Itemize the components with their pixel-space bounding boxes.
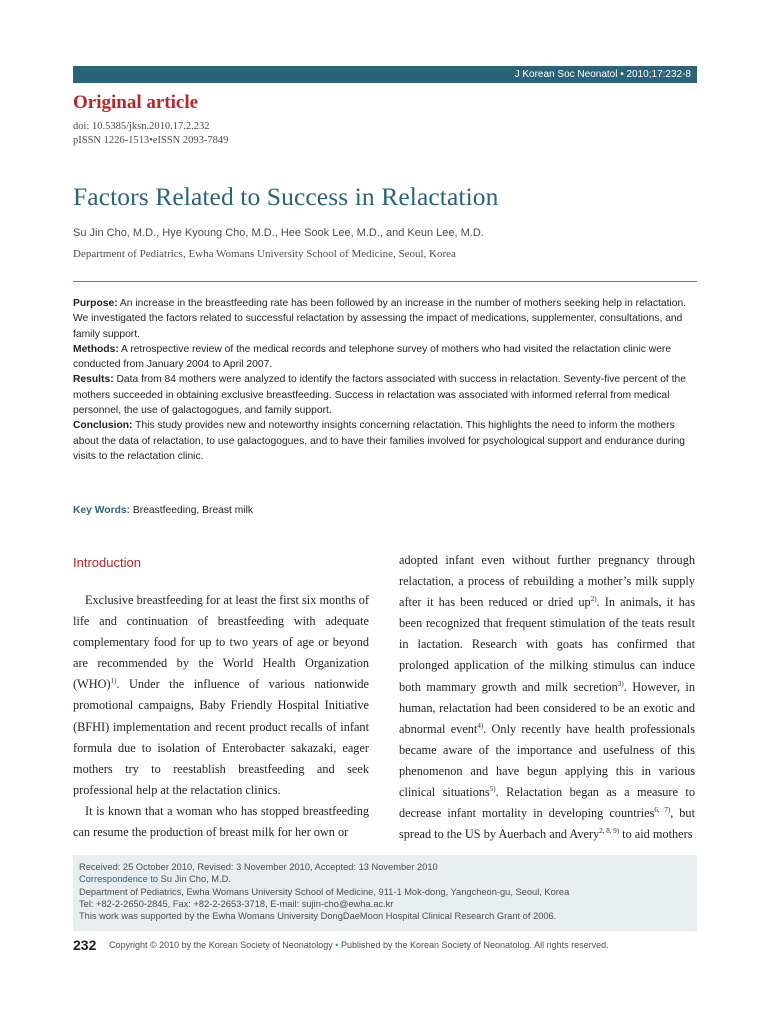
intro-text: . In animals, it has been recognized that frequent stimulation of the teats result in lactation. Research with goats has confirmed that prolonged application of the milking stimulus can induce both mammary growth and milk secretion: [399, 595, 695, 694]
results-label: Results:: [73, 374, 114, 386]
results-text: Data from 84 mothers were analyzed to identify the factors associated with success in relactation. Seventy-five percent of the mothers succeeded in obtaining exclusive breastfeeding. Success in relactation was associated with informed referral from medical personnel, the use of galactogogues, and family support.: [73, 374, 686, 417]
correspondence-label: Correspondence to: [79, 874, 159, 885]
methods-label: Methods:: [73, 343, 119, 355]
copyright: [109, 940, 609, 950]
grant-note: This work was supported by the Ewha Womans University DongDaeMoon Hospital Clinical Research Grant of 2006.: [79, 911, 557, 922]
citation-ref: 5): [489, 784, 496, 793]
abstract-results: [73, 372, 697, 418]
conclusion-label: Conclusion:: [73, 420, 133, 432]
abstract-methods: [73, 342, 697, 373]
intro-paragraph-1: [73, 590, 369, 801]
publisher-text: Published by the Korean Society of Neonatolog. All rights reserved.: [338, 940, 609, 950]
intro-text: . However, in human, relactation had been considered to be an exotic and abnormal event: [399, 679, 695, 736]
correspondence: [79, 873, 691, 885]
body-column-left: [73, 590, 369, 843]
copyright-text: Copyright © 2010 by the Korean Society of Neonatology: [109, 940, 336, 950]
abstract-purpose: [73, 296, 697, 342]
purpose-text: An increase in the breastfeeding rate has been followed by an increase in the number of mothers seeking help in relactation. We investigated the factors related to successful relactation by assessing the impact of medications, supplementer, consultations, and family support.: [73, 298, 687, 340]
journal-citation: J Korean Soc Neonatol • 2010;17:232-8: [514, 69, 691, 80]
methods-text: A retrospective review of the medical records and telephone survey of mothers who had visited the relactation clinic were conducted from January 2004 to April 2007.: [73, 343, 672, 371]
intro-text: . Only recently have health professionals became aware of the importance and usefulness of this phenomenon and have begun applying this in various clinical situations: [399, 721, 695, 800]
correspondence-name: Su Jin Cho, M.D.: [158, 874, 231, 885]
citation-ref: 1): [110, 677, 117, 686]
page-title: Factors Related to Success in Relactation: [73, 182, 499, 211]
keywords: [73, 505, 253, 516]
article-type: Original article: [73, 92, 199, 113]
authors: Su Jin Cho, M.D., Hye Kyoung Cho, M.D., Hee Sook Lee, M.D., and Keun Lee, M.D.: [73, 227, 484, 239]
section-heading-introduction: Introduction: [73, 555, 141, 570]
correspondence-address: Department of Pediatrics, Ewha Womans University School of Medicine, 911-1 Mok-dong, Yangcheon-gu, Seoul, Korea: [79, 886, 570, 897]
contact-info: Tel: +82-2-2650-2845, Fax: +82-2-2653-3718, E-mail: sujin-cho@ewha.ac.kr: [79, 898, 394, 909]
citation-ref: 6, 7): [654, 806, 671, 815]
affiliation: Department of Pediatrics, Ewha Womans University School of Medicine, Seoul, Korea: [73, 248, 456, 260]
intro-text: . Relactation began as a measure to decrease infant mortality in developing countries: [399, 785, 695, 821]
doi[interactable]: doi: 10.5385/jksn.2010.17.2.232: [73, 121, 210, 132]
purpose-label: Purpose:: [73, 298, 118, 309]
citation-ref: 3): [617, 679, 624, 688]
page-number: 232: [73, 937, 97, 953]
divider: [73, 281, 697, 282]
intro-p1-text-cont: . Under the influence of various nationwide promotional campaigns, Baby Friendly Hospital Initiative (BFHI) implementation and recent product recalls of infant formula due to isolation of Enterobacter sakazaki, eager mothers try to reestablish breastfeeding and seek professional help at the relactation clinics.: [73, 677, 369, 797]
journal-header-bar: [73, 66, 697, 83]
article-footnote-box: [73, 855, 697, 931]
article-identifiers: [73, 120, 228, 148]
citation-ref: 2): [590, 595, 597, 604]
keywords-text: Breastfeeding, Breast milk: [130, 505, 254, 516]
intro-paragraph-2-cont: [399, 550, 695, 845]
body-column-right: [399, 550, 695, 845]
intro-text: , but spread to the US by Auerbach and Avery: [399, 806, 696, 842]
abstract: [73, 296, 697, 464]
citation-ref: 4): [477, 721, 484, 730]
intro-paragraph-2: It is known that a woman who has stopped breastfeeding can resume the production of breast milk for her own or: [73, 803, 369, 840]
intro-p1-text: Exclusive breastfeeding for at least the first six months of life and continuation of breastfeeding with adequate complementary food for up to two years of age or beyond are recommended by the World Health Organization (WHO): [73, 593, 369, 692]
abstract-conclusion: [73, 418, 697, 464]
issn: pISSN 1226-1513•eISSN 2093-7849: [73, 135, 229, 146]
keywords-label: Key Words:: [73, 505, 131, 516]
bullet-separator: •: [335, 940, 339, 950]
intro-text: adopted infant even without further pregnancy through relactation, a process of rebuilding a mother’s milk supply after it has been reduced or dried up: [399, 553, 695, 610]
intro-text: to aid mothers: [619, 827, 693, 842]
citation-ref: 2, 8, 9): [599, 827, 620, 836]
received-dates: Received: 25 October 2010, Revised: 3 November 2010, Accepted: 13 November 2010: [79, 862, 438, 872]
conclusion-text: This study provides new and noteworthy insights concerning relactation. This highlights the need to inform the mothers about the data of relactation, to use galactogogues, and to have their families involved for psychological support and endurance during visits to the relactation clinic.: [73, 420, 685, 462]
